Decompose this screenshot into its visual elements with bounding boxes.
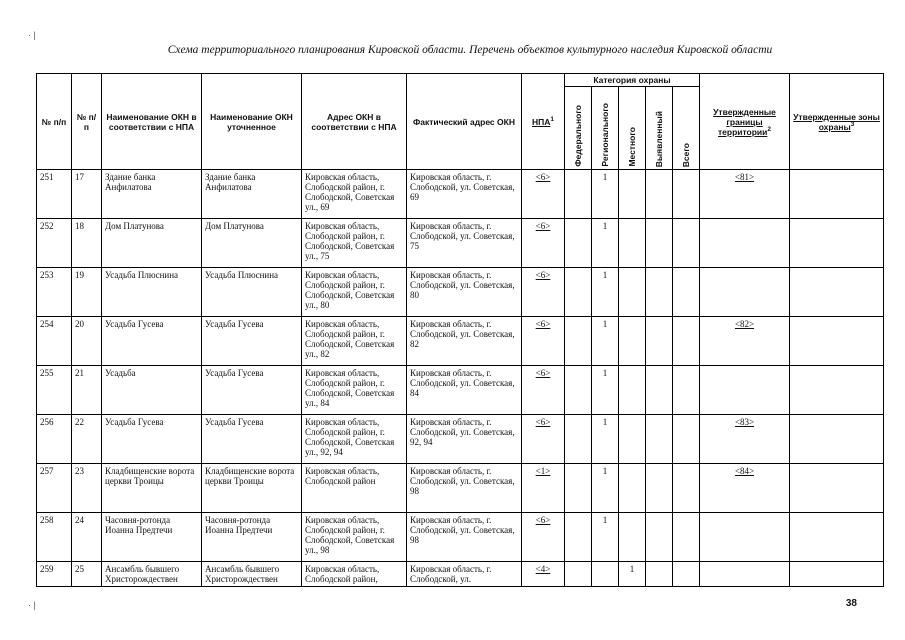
header-num-pp: № п/п [37,74,72,170]
cell-cat-identified [646,366,673,415]
cell-approved-zones [790,464,884,513]
cell-cat-local [619,415,646,464]
cell-cat-local [619,268,646,317]
cell-address-npa: Кировская область, Слободской район [302,464,407,513]
table-row [37,562,884,587]
header-address-npa: Адрес ОКН в соответствии с НПА [302,74,407,170]
header-approved-zones-note: 3 [850,120,855,128]
cell-approved-borders: <84> [700,464,790,513]
cell-address-actual: Кировская область, г. Слободской, ул. Советская, 98 [407,464,522,513]
cell-approved-borders: <83> [700,415,790,464]
header-name-npa: Наименование ОКН в соответствии с НПА [102,74,202,170]
header-address-actual: Фактический адрес ОКН [407,74,522,170]
cell-num-pp: 258 [37,513,72,562]
cell-npa: <6> [522,415,565,464]
cell-num-pp: 259 [37,562,72,587]
cell-num-pp-local: 19 [72,268,102,317]
cell-cat-total [673,513,700,562]
cell-approved-borders: <82> [700,317,790,366]
cell-npa: <6> [522,268,565,317]
cell-cat-federal [565,415,592,464]
cell-num-pp: 256 [37,415,72,464]
cell-cat-federal [565,268,592,317]
cell-approved-zones [790,268,884,317]
cell-approved-borders [700,513,790,562]
page-number: 38 [845,598,857,609]
cell-cat-regional: 1 [592,268,619,317]
cell-address-npa: Кировская область, Слободской район, г. Слободской, Советская ул., 69 [302,170,407,219]
margin-mark: · | [28,600,36,610]
table-row [37,464,884,513]
cell-address-actual: Кировская область, г. Слободской, ул. Советская, 75 [407,219,522,268]
cell-name-npa: Усадьба Гусева [102,415,202,464]
cell-cat-federal [565,513,592,562]
cell-address-actual: Кировская область, г. Слободской, ул. [407,562,522,587]
cell-name-npa: Кладбищенские ворота церкви Троицы [102,464,202,513]
table-row [37,366,884,415]
cell-cat-total [673,415,700,464]
cell-cat-federal [565,219,592,268]
header-approved-zones-label: Утвержденные зоны охраны [793,111,880,132]
cell-approved-borders [700,562,790,587]
header-npa-label: НПА [531,116,551,127]
cell-cat-total [673,464,700,513]
cell-cat-total [673,562,700,587]
cell-num-pp: 255 [37,366,72,415]
cell-cat-federal [565,317,592,366]
header-num-pp-local: № п/п [72,74,102,170]
cell-cat-federal [565,464,592,513]
cell-name-npa: Ансамбль бывшего Христорождествен [102,562,202,587]
cell-cat-total [673,366,700,415]
cell-approved-zones [790,415,884,464]
table-row [37,170,884,219]
cell-cat-local [619,219,646,268]
header-cat-total [673,87,700,170]
header-npa-note: 1 [550,115,554,123]
header-approved-borders [700,74,790,170]
cell-cat-identified [646,219,673,268]
cell-name-refined: Усадьба Гусева [202,317,302,366]
cell-name-refined: Здание банка Анфилатова [202,170,302,219]
cell-name-refined: Кладбищенские ворота церкви Троицы [202,464,302,513]
cell-cat-identified [646,513,673,562]
cell-name-npa: Усадьба Плюснина [102,268,202,317]
header-name-refined: Наименование ОКН уточненное [202,74,302,170]
cell-npa: <4> [522,562,565,587]
header-cat-identified [646,87,673,170]
cell-approved-zones [790,317,884,366]
cell-approved-zones [790,513,884,562]
cell-cat-total [673,219,700,268]
header-cat-regional-label: Регионального [600,103,610,167]
cell-num-pp-local: 18 [72,219,102,268]
cell-name-npa: Дом Платунова [102,219,202,268]
cell-approved-zones [790,170,884,219]
header-cat-regional [592,87,619,170]
cell-name-refined: Часовня-ротонда Иоанна Предтечи [202,513,302,562]
cell-address-npa: Кировская область, Слободской район, [302,562,407,587]
cell-num-pp: 257 [37,464,72,513]
cell-address-npa: Кировская область, Слободской район, г. Слободской, Советская ул., 80 [302,268,407,317]
cell-cat-regional: 1 [592,513,619,562]
cell-address-npa: Кировская область, Слободской район, г. Слободской, Советская ул., 98 [302,513,407,562]
cell-cat-federal [565,562,592,587]
cell-name-npa: Усадьба [102,366,202,415]
cell-num-pp-local: 21 [72,366,102,415]
cell-cat-local [619,170,646,219]
cell-name-npa: Часовня-ротонда Иоанна Предтечи [102,513,202,562]
header-cat-identified-label: Выявленный [654,110,664,167]
header-cat-federal [565,87,592,170]
cell-npa: <6> [522,366,565,415]
header-approved-borders-label: Утвержденные границы территории [713,106,776,137]
cell-cat-local [619,464,646,513]
cell-num-pp: 254 [37,317,72,366]
cell-cat-regional [592,562,619,587]
cell-cat-local [619,513,646,562]
table-row [37,513,884,562]
cell-cat-identified [646,317,673,366]
cell-cat-regional: 1 [592,317,619,366]
header-cat-local [619,87,646,170]
cell-name-npa: Здание банка Анфилатова [102,170,202,219]
cell-cat-regional: 1 [592,464,619,513]
header-cat-total-label: Всего [681,142,691,167]
cell-cat-identified [646,415,673,464]
cell-address-npa: Кировская область, Слободской район, г. Слободской, Советская ул., 82 [302,317,407,366]
table-row [37,219,884,268]
header-cat-local-label: Местного [627,127,637,167]
cell-address-actual: Кировская область, г. Слободской, ул. Советская, 98 [407,513,522,562]
cell-address-npa: Кировская область, Слободской район, г. Слободской, Советская ул., 84 [302,366,407,415]
cell-address-actual: Кировская область, г. Слободской, ул. Советская, 80 [407,268,522,317]
cell-npa: <6> [522,170,565,219]
cell-npa: <1> [522,464,565,513]
cell-approved-zones [790,219,884,268]
cell-num-pp-local: 20 [72,317,102,366]
table-row [37,268,884,317]
table-row [37,415,884,464]
cell-address-actual: Кировская область, г. Слободской, ул. Советская, 69 [407,170,522,219]
cell-name-refined: Усадьба Плюснина [202,268,302,317]
heritage-table [36,73,884,587]
page-title: Схема территориального планирования Кировской области. Перечень объектов культурного наследия Кировской области [167,44,773,56]
cell-cat-total [673,268,700,317]
cell-cat-identified [646,562,673,587]
cell-approved-zones [790,562,884,587]
cell-num-pp-local: 25 [72,562,102,587]
cell-cat-regional: 1 [592,219,619,268]
cell-npa: <6> [522,219,565,268]
header-approved-borders-note: 2 [767,125,772,133]
cell-cat-identified [646,464,673,513]
cell-npa: <6> [522,513,565,562]
margin-mark: · | [28,30,36,40]
cell-num-pp-local: 17 [72,170,102,219]
cell-approved-zones [790,366,884,415]
cell-cat-regional: 1 [592,366,619,415]
cell-cat-total [673,170,700,219]
cell-address-npa: Кировская область, Слободской район, г. Слободской, Советская ул., 92, 94 [302,415,407,464]
cell-approved-borders [700,366,790,415]
table-row [37,317,884,366]
cell-address-npa: Кировская область, Слободской район, г. Слободской, Советская ул., 75 [302,219,407,268]
cell-address-actual: Кировская область, г. Слободской, ул. Советская, 92, 94 [407,415,522,464]
cell-cat-identified [646,268,673,317]
cell-address-actual: Кировская область, г. Слободской, ул. Советская, 82 [407,317,522,366]
cell-num-pp-local: 22 [72,415,102,464]
cell-name-refined: Усадьба Гусева [202,366,302,415]
cell-approved-borders [700,268,790,317]
cell-name-refined: Ансамбль бывшего Христорождествен [202,562,302,587]
cell-cat-local [619,366,646,415]
cell-cat-federal [565,170,592,219]
cell-name-npa: Усадьба Гусева [102,317,202,366]
cell-cat-local [619,317,646,366]
cell-address-actual: Кировская область, г. Слободской, ул. Советская, 84 [407,366,522,415]
cell-npa: <6> [522,317,565,366]
cell-num-pp: 252 [37,219,72,268]
cell-num-pp: 253 [37,268,72,317]
cell-num-pp-local: 23 [72,464,102,513]
header-approved-zones [790,74,884,170]
header-npa [522,74,565,170]
cell-cat-federal [565,366,592,415]
cell-cat-identified [646,170,673,219]
cell-approved-borders [700,219,790,268]
cell-cat-regional: 1 [592,170,619,219]
cell-name-refined: Усадьба Гусева [202,415,302,464]
header-category-group: Категория охраны [565,74,700,87]
cell-cat-local: 1 [619,562,646,587]
cell-num-pp-local: 24 [72,513,102,562]
cell-approved-borders: <81> [700,170,790,219]
cell-cat-regional: 1 [592,415,619,464]
cell-cat-total [673,317,700,366]
cell-num-pp: 251 [37,170,72,219]
header-cat-federal-label: Федерального [573,105,583,167]
cell-name-refined: Дом Платунова [202,219,302,268]
